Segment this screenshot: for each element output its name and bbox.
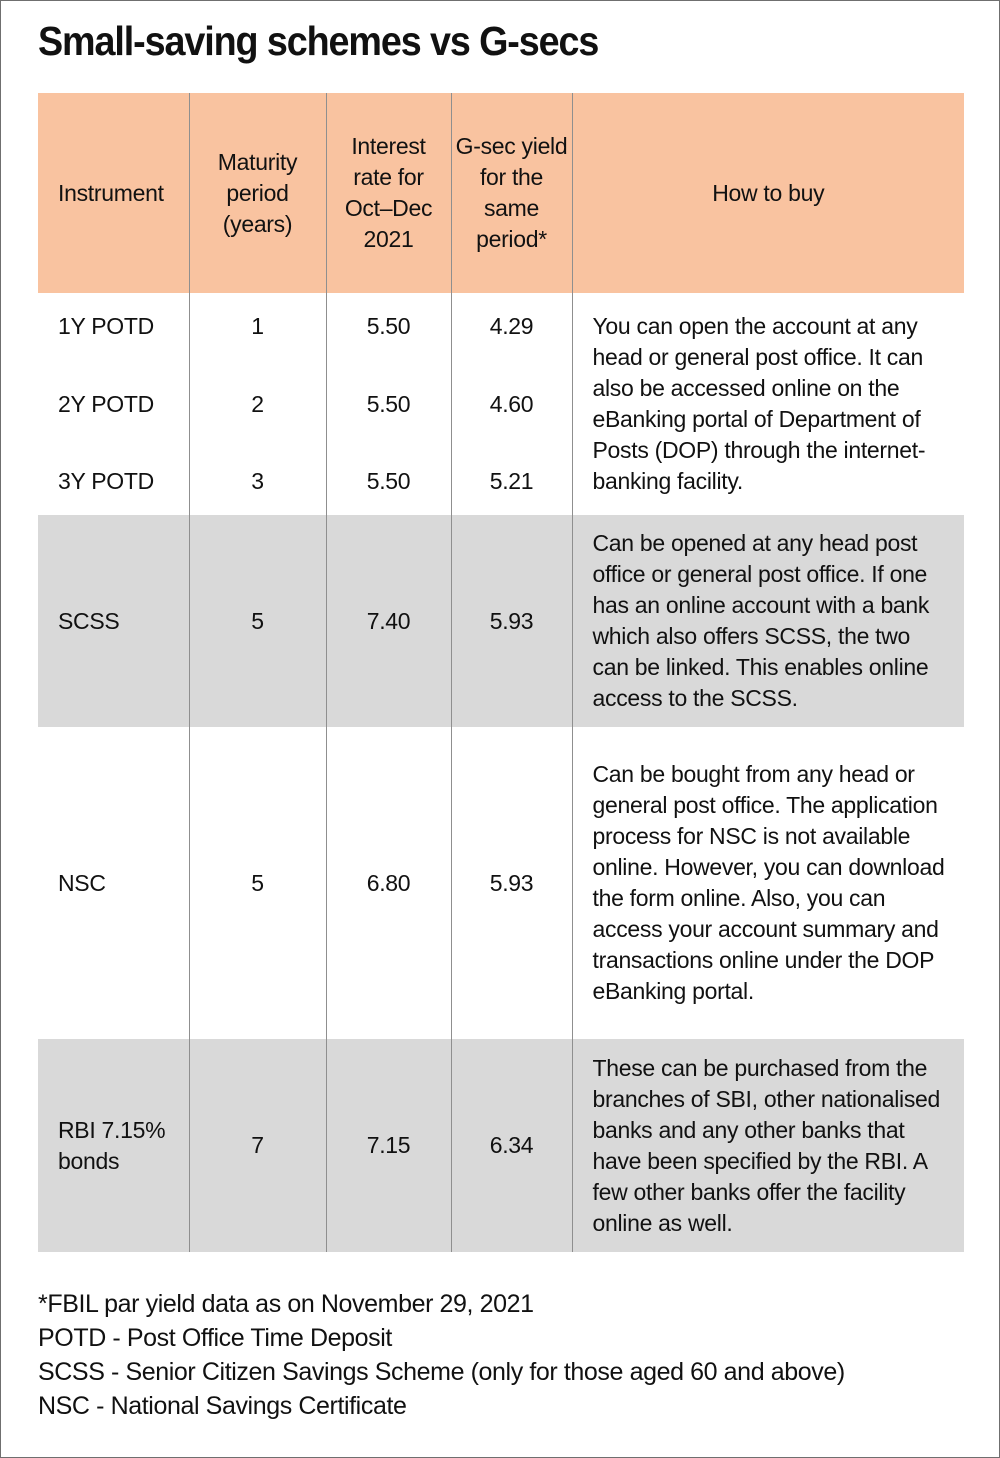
header-maturity: Maturity period (years)	[189, 93, 326, 293]
maturity-nsc: 5	[189, 727, 326, 1039]
schemes-table	[38, 93, 964, 1252]
rate-rbi-bonds: 7.15	[326, 1039, 451, 1252]
maturity-1y-potd: 1	[251, 313, 264, 339]
how-to-buy-scss: Can be opened at any head post office or general post office. If one has an online account with a bank which also offers SCSS, the two can be linked. This enables online access to the SCSS.	[572, 515, 964, 727]
how-to-buy-nsc: Can be bought from any head or general post office. The application process for NSC is not available online. However, you can download the form online. Also, you can access your account summary and transactions online under the DOP eBanking portal.	[572, 727, 964, 1039]
table-row-nsc	[38, 727, 964, 1039]
instrument-scss: SCSS	[38, 515, 189, 727]
header-instrument: Instrument	[38, 93, 189, 293]
how-to-buy-rbi-bonds: These can be purchased from the branches of SBI, other nationalised banks and any other banks that have been specified by the RBI. A few other banks offer the facility online as well.	[572, 1039, 964, 1252]
maturity-3y-potd: 3	[251, 468, 264, 494]
gsec-1y-potd: 4.29	[489, 313, 534, 339]
instrument-rbi-bonds: RBI 7.15% bonds	[38, 1039, 189, 1252]
how-to-buy-potd: You can open the account at any head or general post office. It can also be accessed online on the eBanking portal of Department of Posts (DOP) through the internet-banking facility.	[572, 293, 964, 515]
footnote-nsc: NSC - National Savings Certificate	[38, 1392, 407, 1420]
cell-interest-rate	[326, 293, 451, 515]
gsec-2y-potd: 4.60	[489, 391, 534, 417]
cell-gsec-yield	[451, 293, 572, 515]
maturity-2y-potd: 2	[251, 391, 264, 417]
gsec-scss: 5.93	[451, 515, 572, 727]
header-interest-rate: Interest rate for Oct–Dec 2021	[326, 93, 451, 293]
rate-2y-potd: 5.50	[366, 391, 411, 417]
cell-instrument	[38, 293, 189, 515]
footnotes	[38, 1287, 845, 1423]
instrument-2y-potd: 2Y POTD	[58, 391, 154, 417]
cell-maturity	[189, 293, 326, 515]
rate-3y-potd: 5.50	[366, 468, 411, 494]
header-gsec-yield: G-sec yield for the same period*	[451, 93, 572, 293]
header-row	[38, 93, 964, 293]
gsec-3y-potd: 5.21	[489, 468, 534, 494]
maturity-scss: 5	[189, 515, 326, 727]
gsec-nsc: 5.93	[451, 727, 572, 1039]
instrument-nsc: NSC	[58, 869, 106, 896]
page-title: Small-saving schemes vs G-secs	[38, 18, 599, 64]
instrument-1y-potd: 1Y POTD	[58, 313, 154, 339]
maturity-rbi-bonds: 7	[189, 1039, 326, 1252]
instrument-3y-potd: 3Y POTD	[58, 468, 154, 494]
table-row-potd	[38, 293, 964, 515]
table-row-rbi-bonds	[38, 1039, 964, 1252]
table-row-scss	[38, 515, 964, 727]
footnote-potd: POTD - Post Office Time Deposit	[38, 1324, 392, 1352]
gsec-rbi-bonds: 6.34	[451, 1039, 572, 1252]
footnote-scss: SCSS - Senior Citizen Savings Scheme (only for those aged 60 and above)	[38, 1358, 845, 1386]
header-how-to-buy: How to buy	[572, 93, 964, 293]
footnote-source: *FBIL par yield data as on November 29, 2021	[38, 1290, 534, 1318]
rate-nsc: 6.80	[326, 727, 451, 1039]
rate-scss: 7.40	[326, 515, 451, 727]
rate-1y-potd: 5.50	[366, 313, 411, 339]
